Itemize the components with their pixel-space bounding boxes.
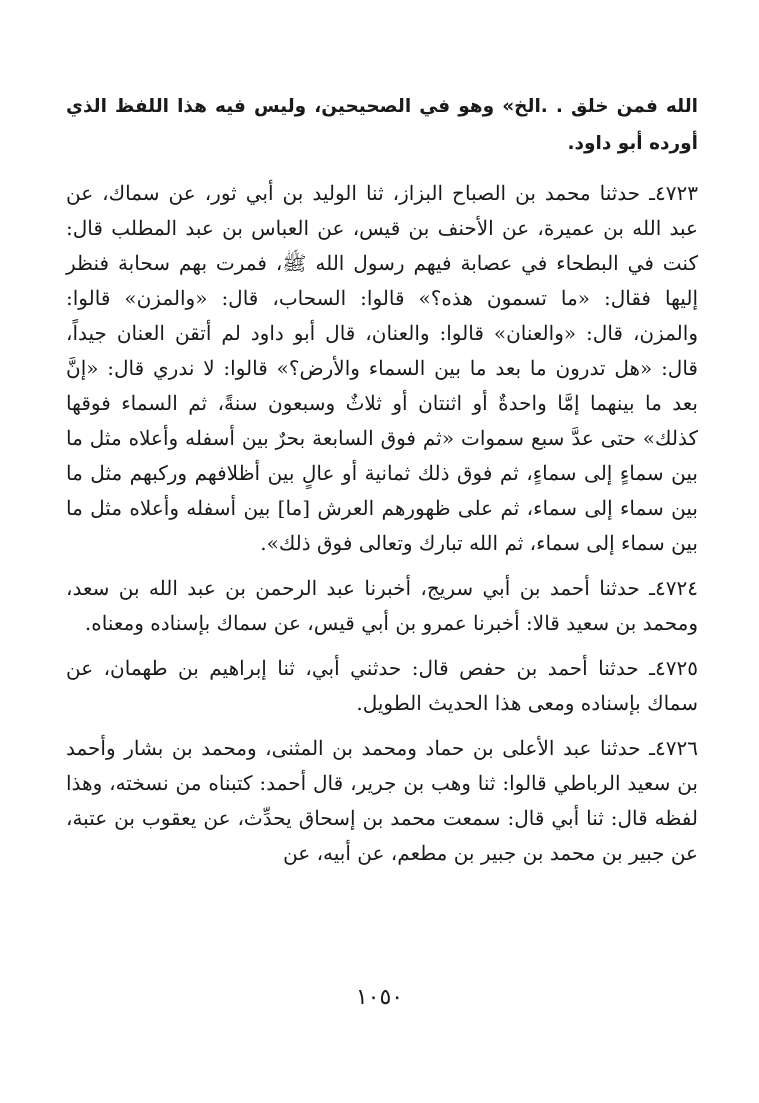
hadith-4726-paragraph: ٤٧٢٦ـ حدثنا عبد الأعلى بن حماد ومحمد بن المثنى، ومحمد بن بشار وأحمد بن سعيد الرباطي قالوا: ثنا وهب بن جرير، قال أحمد: كتبناه من نسخته، وهذا لفظه قال: ثنا أبي قال: سمعت محمد بن إسحاق يحدِّث، عن يعقوب بن عتبة، عن جبير بن محمد بن جبير بن مطعم، عن أبيه، عن (66, 736, 698, 865)
hadith-4723-paragraph: ٤٧٢٣ـ حدثنا محمد بن الصباح البزاز، ثنا الوليد بن أبي ثور، عن سماك، عن عبد الله بن عميرة، عن الأحنف بن قيس، عن العباس بن عبد المطلب قال: كنت في البطحاء في عصابة فيهم رسول الله ﷺ، فمرت بهم سحابة فنظر إليها فقال: «ما تسمون هذه؟» قالوا: السحاب، قال: «والمزن» قالوا: والمزن، قال: «والعنان» قالوا: والعنان، قال أبو داود لم أتقن العنان جيداً، قال: «هل تدرون ما بعد ما بين السماء والأرض؟» قالوا: لا ندري قال: «إنَّ بعد ما بينهما إمَّا واحدةٌ أو اثنتان أو ثلاثٌ وسبعون سنةً، ثم السماء فوقها كذلك» حتى عدَّ سبع سموات «ثم فوق السابعة بحرٌ بين أسفله وأعلاه مثل ما بين سماءٍ إلى سماءٍ، ثم فوق ذلك ثمانية أو عالٍ بين أظلافهم وركبهم مثل ما بين سماء إلى سماء، ثم على ظهورهم العرش [ما] بين أسفله وأعلاه مثل ما بين سماء إلى سماء، ثم الله تبارك وتعالى فوق ذلك». (66, 181, 698, 555)
intro-paragraph: الله فمن خلق . .الخ» وهو في الصحيحين، وليس فيه هذا اللفظ الذي أورده أبو داود. (66, 96, 698, 154)
hadith-4725-paragraph: ٤٧٢٥ـ حدثنا أحمد بن حفص قال: حدثني أبي، ثنا إبراهيم بن طهمان، عن سماك بإسناده ومعى هذا الحديث الطويل. (66, 656, 698, 715)
hadith-4724-paragraph: ٤٧٢٤ـ حدثنا أحمد بن أبي سريج، أخبرنا عبد الرحمن بن عبد الله بن سعد، ومحمد بن سعيد قالا: أخبرنا عمرو بن أبي قيس، عن سماك بإسناده ومعناه. (66, 576, 698, 635)
document-body (66, 88, 698, 871)
page-number: ١٠٥٠ (355, 985, 404, 1010)
